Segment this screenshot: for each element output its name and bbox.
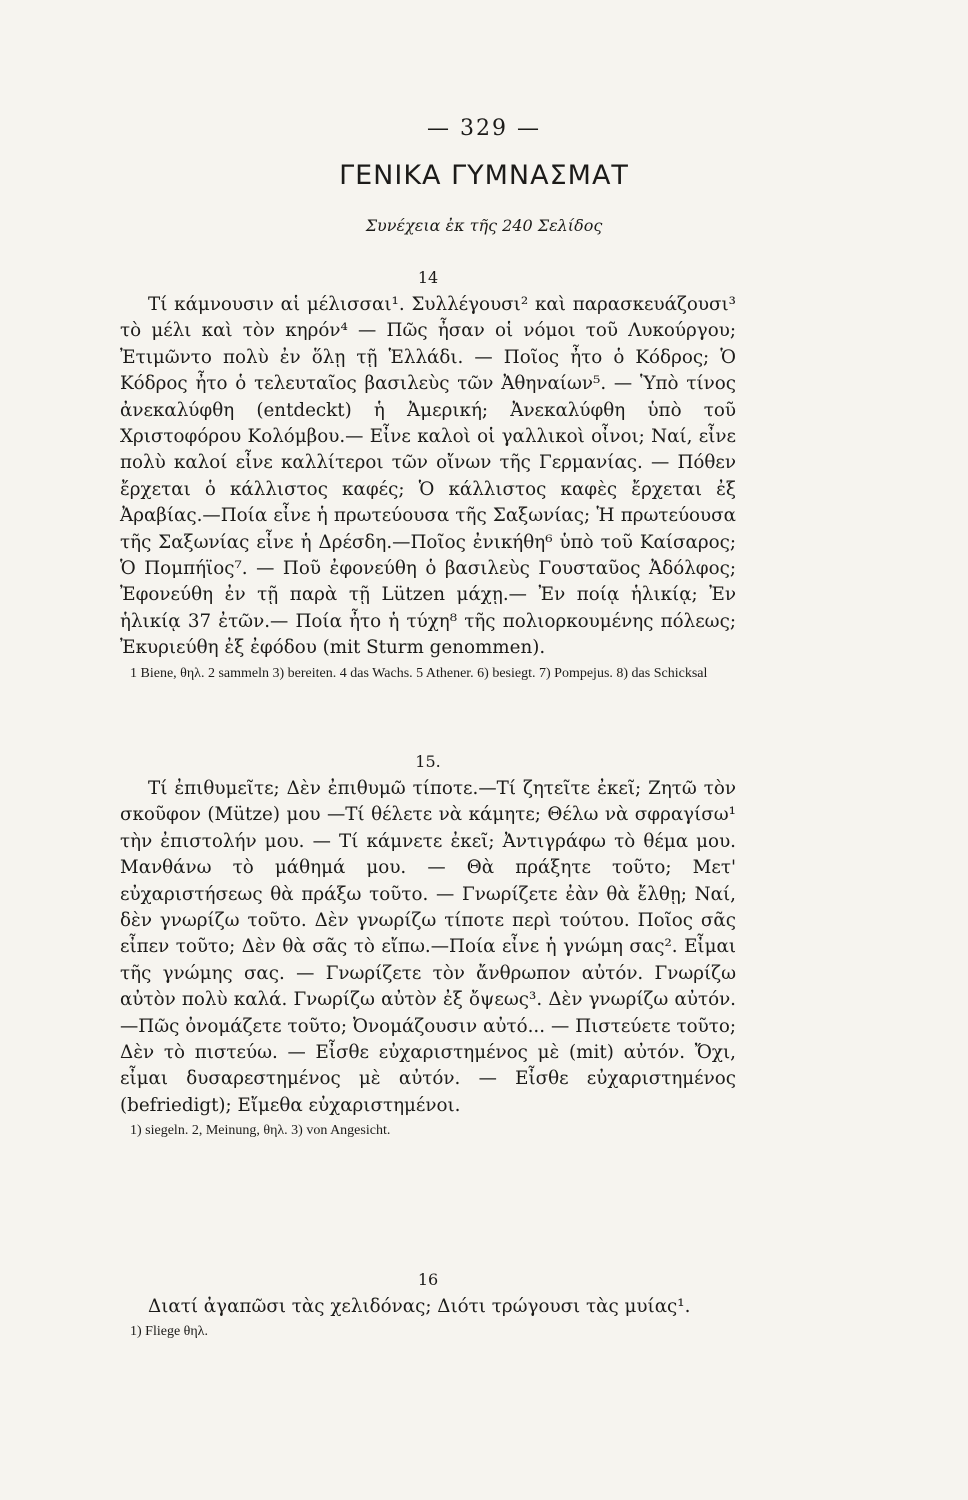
exercise-section bbox=[120, 752, 736, 1141]
exercise-text: Διατί ἀγαπῶσι τὰς χελιδόνας; Διότι τρώγουσι τὰς μυίας¹. bbox=[148, 1296, 691, 1317]
footnotes: 1) Fliege θηλ. bbox=[130, 1324, 208, 1340]
exercise-section bbox=[120, 268, 736, 684]
page-subtitle: Συνέχεια ἐκ τῆς 240 Σελίδος bbox=[365, 216, 603, 235]
page-number: — 329 — bbox=[427, 116, 541, 141]
exercise-text: Τί κάμνουσιν αἱ μέλισσαι¹. Συλλέγουσι² καὶ παρασκευάζουσι³ τὸ μέλι καὶ τὸν κηρόν⁴ — Πῶς ἦσαν οἱ νόμοι τοῦ Λυκούργου; Ἐτιμῶντο πολὺ ἐν ὅλῃ τῇ Ἑλλάδι. — Ποῖος ἦτο ὁ Κόδρος; Ὁ Κόδρος ἦτο ὁ τελευταῖος βασιλεὺς τῶν Ἀθηναίων⁵. — Ὑπὸ τίνος ἀνεκαλύφθη (entdeckt) ἡ Ἀμερική; Ἀνεκαλύφθη ὑπὸ τοῦ Χριστοφόρου Κολόμβου.— Εἶνε καλοὶ οἱ γαλλικοὶ οἶνοι; Ναί, εἶνε πολὺ καλοί εἶνε καλλίτεροι τῶν οἴνων τῆς Γερμανίας. — Πόθεν ἔρχεται ὁ κάλλιστος καφές; Ὁ κάλλιστος καφὲς ἔρχεται ἐξ Ἀραβίας.—Ποία εἶνε ἡ πρωτεύουσα τῆς Σαξωνίας; Ἡ πρωτεύουσα τῆς Σαξωνίας εἶνε ἡ Δρέσδη.—Ποῖος ἐνικήθη⁶ ὑπὸ τοῦ Καίσαρος; Ὁ Πομπήϊος⁷. — Ποῦ ἐφονεύθη ὁ βασιλεὺς Γουσταῦος Ἀδόλφος; Ἐφονεύθη ἐν τῇ παρὰ τῇ Lützen μάχῃ.— Ἐν ποίᾳ ἡλικίᾳ; Ἐν ἡλικίᾳ 37 ἐτῶν.— Ποία ἦτο ἡ τύχη⁸ τῆς πολιορκουμένης πόλεως; Ἐκυριεύθη ἐξ ἐφόδου (mit Sturm genommen). bbox=[120, 294, 736, 659]
page-title: ΓΕΝΙΚΑ ΓΥΜΝΑΣΜΑΤ bbox=[339, 160, 629, 191]
section-number: 14 bbox=[417, 268, 439, 287]
exercise-section bbox=[120, 1270, 736, 1342]
footnotes: 1 Biene, θηλ. 2 sammeln 3) bereiten. 4 das Wachs. 5 Athener. 6) besiegt. 7) Pompejus. 8) das Schicksal bbox=[130, 665, 708, 681]
footnotes: 1) siegeln. 2, Meinung, θηλ. 3) von Angesicht. bbox=[130, 1123, 391, 1139]
exercise-text: Τί ἐπιθυμεῖτε; Δὲν ἐπιθυμῶ τίποτε.—Τί ζητεῖτε ἐκεῖ; Ζητῶ τὸν σκοῦφον (Mütze) μου —Τί θέλετε νὰ κάμητε; Θέλω νὰ σφραγίσω¹ τὴν ἐπιστολήν μου. — Τί κάμνετε ἐκεῖ; Ἀντιγράφω τὸ θέμα μου. Μανθάνω τὸ μάθημά μου. — Θὰ πράξητε τοῦτο; Μετ' εὐχαριστήσεως θὰ πράξω τοῦτο. — Γνωρίζετε ἐὰν θὰ ἔλθῃ; Ναί, δὲν γνωρίζω τοῦτο. Δὲν γνωρίζω τίποτε περὶ τούτου. Ποῖος σᾶς εἶπεν τοῦτο; Δὲν θὰ σᾶς τὸ εἴπω.—Ποία εἶνε ἡ γνώμη σας². Εἶμαι τῆς γνώμης σας. — Γνωρίζετε τὸν ἄνθρωπον αὐτόν. Γνωρίζω αὐτὸν πολὺ καλά. Γνωρίζω αὐτὸν ἐξ ὄψεως³. Δὲν γνωρίζω αὐτόν.—Πῶς ὀνομάζετε τοῦτο; Ὀνομάζουσιν αὐτό... — Πιστεύετε τοῦτο; Δὲν τὸ πιστεύω. — Εἶσθε εὐχαριστημένος μὲ (mit) αὐτόν. Ὄχι, εἶμαι δυσαρεστημένος μὲ αὐτόν. — Εἶσθε εὐχαριστημένος (befriedigt); Εἴμεθα εὐχαριστημένοι. bbox=[120, 778, 736, 1116]
section-number: 16 bbox=[417, 1270, 439, 1289]
section-number: 15. bbox=[415, 752, 441, 771]
